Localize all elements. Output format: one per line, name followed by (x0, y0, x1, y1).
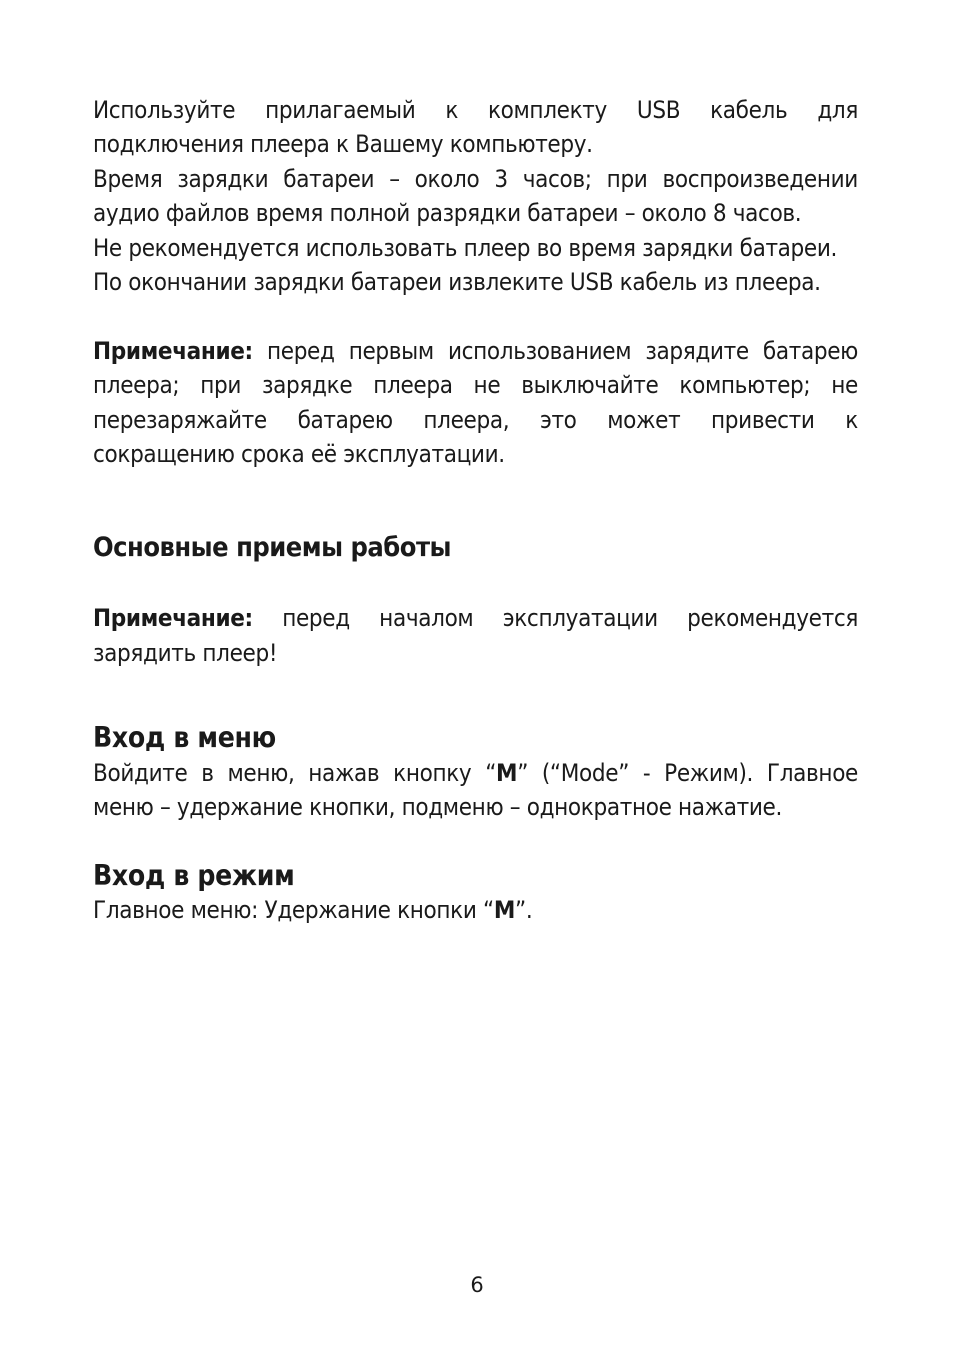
spacer (93, 670, 858, 721)
menu-entry-text-after: ” (“Mode” - Режим). Главное меню – удержание кнопки, подменю – однократное нажатие. (93, 758, 859, 822)
mode-entry-text-after: ”. (515, 896, 533, 925)
charging-paragraph-4: По окончании зарядки батареи извлеките USB кабель из плеера. (93, 268, 821, 297)
charging-paragraph-1: Используйте прилагаемый к комплекту USB кабель для подключения плеера к Вашему компьютеру. (93, 96, 858, 159)
note-text: перед началом эксплуатации рекомендуется зарядить плеер! (93, 604, 858, 667)
spacer (93, 568, 858, 601)
menu-entry-text (93, 756, 858, 825)
page-content (93, 93, 858, 928)
note-paragraph-1 (93, 334, 858, 472)
mode-entry-text-before: Главное меню: Удержание кнопки “ (93, 896, 494, 925)
menu-entry-title: Вход в меню (93, 721, 276, 755)
mode-key: M (493, 896, 516, 925)
note-label: Примечание: (93, 604, 253, 633)
note-text: перед первым использованием зарядите батарею плеера; при зарядке плеера не выключайте компьютер; не перезаряжайте батарею плеера, это может привести к сокращению срока её эксплуатации. (93, 336, 858, 469)
spacer (93, 824, 858, 858)
mode-entry-text (93, 893, 858, 927)
note-label: Примечание: (93, 336, 253, 365)
spacer (93, 471, 858, 528)
note-paragraph-2 (93, 601, 858, 670)
charging-paragraph-3: Не рекомендуется использовать плеер во время зарядки батареи. (93, 233, 838, 262)
menu-entry-text-before: Войдите в меню, нажав кнопку “ (93, 758, 497, 787)
spacer (93, 299, 858, 333)
menu-key: M (496, 758, 518, 787)
charging-paragraph-2: Время зарядки батареи – около 3 часов; при воспроизведении аудио файлов время полной разрядки батареи – около 8 часов. (93, 164, 858, 228)
mode-entry-title: Вход в режим (93, 858, 295, 892)
page-number: 6 (470, 1273, 484, 1297)
section-heading: Основные приемы работы (93, 532, 451, 564)
